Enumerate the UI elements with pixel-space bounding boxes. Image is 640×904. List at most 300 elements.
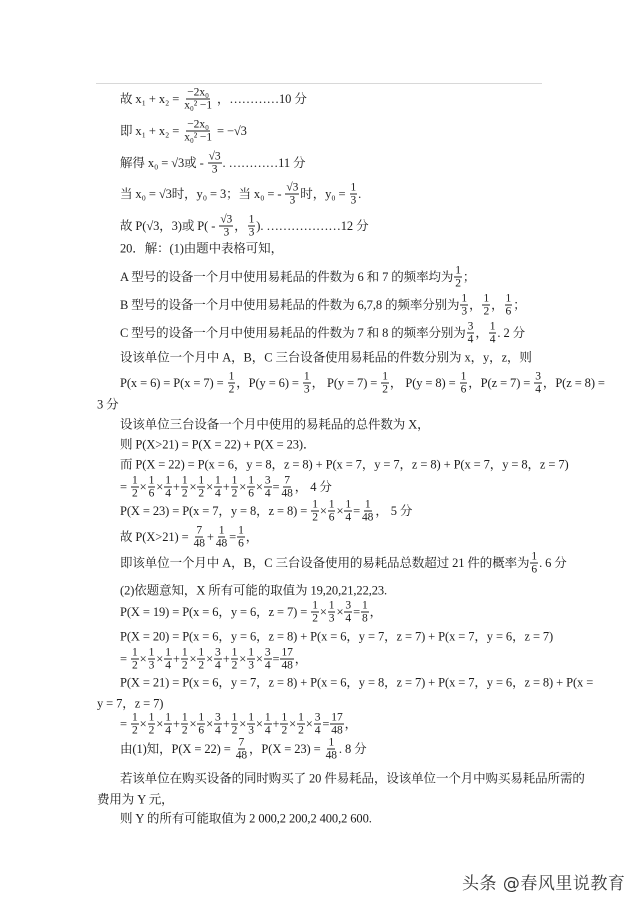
fraction <box>264 475 272 500</box>
fraction <box>361 499 374 524</box>
fraction-numerator: 1 <box>350 181 357 194</box>
fraction-numerator: 1 <box>303 370 310 383</box>
fraction <box>148 647 156 672</box>
fraction-numerator: 1 <box>264 711 271 724</box>
fraction-denominator: 2 <box>231 659 238 672</box>
fraction <box>228 371 236 396</box>
text-segment: × <box>319 504 327 518</box>
fraction-denominator: 2 <box>181 724 188 737</box>
text-segment: ， P(y = 7) = <box>311 376 381 390</box>
fraction <box>328 499 336 524</box>
fraction-numerator: 1 <box>328 498 335 511</box>
fraction-denominator: 4 <box>264 659 271 672</box>
fraction-numerator: 1 <box>231 711 238 724</box>
fraction-denominator: 6 <box>531 563 538 576</box>
fraction <box>183 119 213 144</box>
fraction-denominator: 4 <box>215 724 221 737</box>
fraction-denominator: 3 <box>211 163 218 176</box>
fraction-numerator: 1 <box>248 474 254 487</box>
fraction-denominator: 4 <box>264 724 271 737</box>
fraction-denominator: 2 <box>455 277 461 290</box>
fraction <box>381 371 389 396</box>
fraction <box>297 712 305 737</box>
fraction-numerator: 1 <box>165 711 171 724</box>
fraction <box>231 647 239 672</box>
text-line <box>120 413 430 434</box>
fraction <box>314 712 322 737</box>
fraction <box>231 475 239 500</box>
fraction-numerator: 1 <box>181 646 188 659</box>
fraction-numerator: 1 <box>148 474 155 487</box>
fraction-denominator: 48 <box>325 749 337 762</box>
text-segment: ， <box>491 298 504 312</box>
fraction-denominator: 2 <box>483 305 490 318</box>
fraction <box>197 647 205 672</box>
text-segment: × <box>156 717 164 731</box>
fraction-numerator: 1 <box>489 320 496 333</box>
text-segment: P(x = 6) = P(x = 7) = <box>120 376 227 390</box>
text-segment: × <box>255 717 263 731</box>
fraction <box>131 712 139 737</box>
fraction-denominator: 48 <box>215 537 228 550</box>
fraction-numerator: 1 <box>364 498 371 511</box>
text-segment: ， <box>245 530 259 544</box>
fraction-numerator: 7 <box>238 736 245 749</box>
text-segment: × <box>319 605 327 619</box>
text-segment: × <box>156 652 164 666</box>
fraction-denominator: 6 <box>328 511 335 524</box>
fraction-denominator: 4 <box>165 659 171 672</box>
fraction <box>325 737 338 762</box>
text-segment: × <box>189 717 197 731</box>
fraction <box>164 712 172 737</box>
text-segment: 而 P(X = 22) = P(x = 6，y = 8，z = 8) + P(x = 7，y = 7，z = 8) + P(x = 7，y = 8，z = 7) <box>120 457 569 472</box>
fraction-numerator: 1 <box>248 646 254 659</box>
text-segment: × <box>239 652 247 666</box>
fraction-numerator: 7 <box>196 524 203 537</box>
fraction-denominator: 2 <box>131 487 138 500</box>
fraction-numerator: 1 <box>231 474 238 487</box>
text-line <box>120 371 605 396</box>
fraction-numerator: 3 <box>264 646 271 659</box>
fraction-numerator: 1 <box>165 646 171 659</box>
text-segment: P(X = 21) = P(x = 6，y = 7，z = 8) + P(x = 6，y = 8，z = 7) + P(x = 7，y = 6，z = 8) + P(x = <box>120 675 594 690</box>
text-segment: 3 分 <box>97 397 119 412</box>
text-segment: × <box>336 504 344 518</box>
fraction-numerator: 3 <box>314 711 321 724</box>
fraction-denominator: 2 <box>228 383 235 396</box>
fraction-numerator: 1 <box>198 646 205 659</box>
fraction-numerator: 1 <box>215 474 221 487</box>
fraction-numerator: 1 <box>131 474 138 487</box>
text-segment: ， <box>294 652 308 666</box>
fraction-denominator: 3 <box>461 305 468 318</box>
text-segment: = <box>120 717 130 731</box>
fraction-numerator: 1 <box>328 599 335 612</box>
text-segment: 由(1)知，P(X = 22) = <box>120 742 234 756</box>
fraction-denominator: 4 <box>264 487 271 500</box>
text-segment: × <box>206 717 214 731</box>
fraction-denominator: 3 <box>248 226 255 239</box>
fraction-denominator: 48 <box>331 724 343 737</box>
text-line <box>120 551 567 576</box>
fraction-denominator: 4 <box>345 511 352 524</box>
text-line <box>120 625 553 646</box>
text-line <box>120 647 307 672</box>
fraction-denominator: 4 <box>165 724 171 737</box>
fraction-denominator: 4 <box>489 333 496 346</box>
fraction <box>482 293 490 318</box>
fraction-denominator: 48 <box>362 511 374 524</box>
fraction-denominator: 6 <box>148 487 155 500</box>
fraction <box>264 647 272 672</box>
fraction-numerator: −2x₀ <box>187 86 209 99</box>
fraction-numerator: 1 <box>382 370 388 383</box>
fraction <box>505 293 513 318</box>
fraction <box>460 371 468 396</box>
text-segment: . 2 分 <box>497 326 526 340</box>
text-segment: = <box>120 652 130 666</box>
fraction-denominator: 6 <box>460 383 467 396</box>
text-segment: ， 4 分 <box>294 480 332 494</box>
text-segment: 设该单位三台设备一个月中使用的易耗品的总件数为 X， <box>120 417 430 432</box>
fraction-denominator: 48 <box>193 537 205 550</box>
fraction-denominator: 6 <box>505 305 512 318</box>
fraction-numerator: 1 <box>181 474 188 487</box>
fraction <box>197 475 205 500</box>
fraction-denominator: 3 <box>223 226 230 239</box>
fraction <box>361 600 369 625</box>
text-line <box>97 788 174 809</box>
text-segment: × <box>289 717 297 731</box>
fraction-numerator: 1 <box>238 524 244 537</box>
text-segment: ). ………………12 分 <box>256 219 369 233</box>
fraction-numerator: 1 <box>460 370 467 383</box>
text-line <box>120 712 357 737</box>
fraction-numerator: 1 <box>198 474 205 487</box>
fraction-denominator: 2 <box>131 659 138 672</box>
text-line <box>120 237 283 258</box>
fraction <box>231 712 239 737</box>
fraction-denominator: 2 <box>181 487 188 500</box>
fraction-numerator: 17 <box>331 711 343 724</box>
text-segment: (2)依题意知，X 所有可能的取值为 19,20,21,22,23. <box>120 583 388 598</box>
fraction <box>197 712 205 737</box>
fraction-numerator: 1 <box>148 646 155 659</box>
text-line <box>120 600 382 625</box>
fraction-numerator: 1 <box>312 498 318 511</box>
fraction <box>164 475 172 500</box>
text-segment: 时，y₀ = <box>300 187 349 201</box>
fraction-numerator: 1 <box>483 292 490 305</box>
text-segment: + <box>222 717 230 731</box>
fraction <box>248 214 256 239</box>
text-line <box>120 87 307 112</box>
fraction-numerator: 17 <box>281 646 293 659</box>
fraction-denominator: 8 <box>362 612 368 625</box>
fraction <box>280 712 288 737</box>
fraction-denominator: 6 <box>198 724 205 737</box>
text-segment: ， <box>475 326 488 340</box>
text-segment: = <box>272 652 280 666</box>
text-line <box>120 579 387 600</box>
fraction-numerator: 1 <box>531 550 538 563</box>
fraction <box>214 712 222 737</box>
header-divider <box>96 83 542 84</box>
fraction-numerator: 1 <box>231 646 238 659</box>
fraction-denominator: 2 <box>312 612 318 625</box>
fraction-denominator: 2 <box>131 724 138 737</box>
fraction <box>208 151 222 176</box>
fraction-denominator: 3 <box>148 659 155 672</box>
fraction <box>214 475 222 500</box>
fraction-denominator: 3 <box>303 383 310 396</box>
text-segment: ，P(z = 8) = <box>542 376 605 390</box>
fraction <box>247 475 255 500</box>
fraction <box>344 600 352 625</box>
text-segment: × <box>139 480 147 494</box>
text-segment: 费用为 Y 元， <box>97 792 174 807</box>
text-line <box>97 692 163 713</box>
text-segment: = <box>322 717 330 731</box>
text-segment: × <box>305 717 313 731</box>
text-segment: ，P(X = 23) = <box>249 742 324 756</box>
text-segment: × <box>239 717 247 731</box>
fraction-denominator: 2 <box>312 511 318 524</box>
fraction <box>330 712 343 737</box>
text-segment: P(X = 19) = P(x = 6，y = 6，z = 7) = <box>120 605 311 619</box>
fraction-denominator: 4 <box>165 487 171 500</box>
text-segment: . <box>358 187 362 201</box>
text-segment: 当 x₀ = √3时，y₀ = 3；当 x₀ = - <box>120 187 285 201</box>
text-segment: ， P(y = 8) = <box>389 376 459 390</box>
text-segment: + <box>172 480 180 494</box>
fraction-numerator: 1 <box>131 646 138 659</box>
text-segment: + <box>222 652 230 666</box>
fraction-numerator: 1 <box>455 264 461 277</box>
fraction-denominator: 3 <box>328 612 335 625</box>
text-line <box>120 182 361 207</box>
text-segment: × <box>336 605 344 619</box>
text-segment: = <box>120 480 130 494</box>
fraction-numerator: 3 <box>345 599 352 612</box>
text-segment: ； <box>513 298 526 312</box>
fraction <box>280 475 293 500</box>
text-line <box>120 671 593 692</box>
text-segment: y = 7，z = 7) <box>97 696 164 711</box>
fraction <box>454 265 462 290</box>
text-segment: B 型号的设备一个月中使用易耗品的件数为 6,7,8 的频率分别为 <box>120 298 460 312</box>
fraction-denominator: 2 <box>198 659 205 672</box>
fraction <box>280 647 293 672</box>
fraction-denominator: 3 <box>248 724 254 737</box>
fraction <box>285 182 299 207</box>
text-segment: P(X = 23) = P(x = 7，y = 8，z = 8) = <box>120 504 311 518</box>
text-segment: 故 P(X>21) = <box>120 530 192 544</box>
fraction-denominator: 2 <box>382 383 388 396</box>
text-line <box>120 214 369 239</box>
text-line <box>97 393 119 414</box>
fraction-denominator: 3 <box>350 194 357 207</box>
fraction <box>193 525 206 550</box>
fraction-numerator: 1 <box>165 474 171 487</box>
text-segment: ， <box>344 717 358 731</box>
fraction-numerator: √3 <box>286 181 299 194</box>
text-segment: + <box>206 530 214 544</box>
text-segment: 解得 x₀ = √3或 - <box>120 156 207 170</box>
text-segment: C 型号的设备一个月中使用易耗品的件数为 7 和 8 的频率分别为 <box>120 326 466 340</box>
fraction <box>181 712 189 737</box>
text-segment: + <box>172 717 180 731</box>
fraction <box>219 214 233 239</box>
text-segment: × <box>156 480 164 494</box>
watermark: 头条 @春风里说教育 <box>462 874 626 894</box>
fraction-numerator: 1 <box>248 711 254 724</box>
text-segment: 若该单位在购买设备的同时购买了 20 件易耗品，设该单位一个月中购买易耗品所需的 <box>120 771 585 786</box>
fraction-numerator: 1 <box>345 498 352 511</box>
fraction <box>311 499 319 524</box>
fraction <box>530 551 538 576</box>
text-segment: ， <box>234 219 247 233</box>
fraction-numerator: 1 <box>328 736 335 749</box>
fraction-numerator: 7 <box>284 474 290 487</box>
fraction-denominator: x₀² −1 <box>184 131 212 144</box>
fraction-denominator: 4 <box>215 487 221 500</box>
text-segment: 故 P(√3，3)或 P( - <box>120 219 219 233</box>
fraction <box>181 647 189 672</box>
fraction <box>344 499 352 524</box>
text-segment: × <box>255 652 263 666</box>
text-segment: × <box>139 717 147 731</box>
fraction-numerator: 3 <box>215 711 221 724</box>
text-segment: . …………11 分 <box>222 156 306 170</box>
fraction <box>264 712 272 737</box>
fraction-denominator: 3 <box>248 659 254 672</box>
text-segment: × <box>189 480 197 494</box>
text-segment: ； <box>462 270 476 284</box>
text-line <box>120 346 532 367</box>
fraction-numerator: 3 <box>264 474 271 487</box>
fraction <box>214 647 222 672</box>
fraction-numerator: 1 <box>362 599 368 612</box>
text-line <box>120 151 305 176</box>
text-segment: = <box>272 480 280 494</box>
text-segment: 则 Y 的所有可能取值为 2 000,2 200,2 400,2 600. <box>120 811 372 826</box>
text-segment: P(X = 20) = P(x = 6，y = 6，z = 8) + P(x = 6，y = 7，z = 7) + P(x = 7，y = 6，z = 7) <box>120 629 554 644</box>
fraction-denominator: 48 <box>281 659 293 672</box>
fraction-denominator: 2 <box>231 724 238 737</box>
text-segment: ， 5 分 <box>375 504 413 518</box>
fraction <box>467 321 475 346</box>
text-line <box>120 265 475 290</box>
text-line <box>120 321 525 346</box>
fraction-denominator: 2 <box>298 724 304 737</box>
text-line <box>120 433 315 454</box>
fraction <box>311 600 319 625</box>
text-line <box>120 475 332 500</box>
fraction-denominator: x₀² −1 <box>184 99 212 112</box>
fraction <box>489 321 497 346</box>
text-segment: A 型号的设备一个月中使用易耗品的件数为 6 和 7 的频率均为 <box>120 270 454 284</box>
text-segment: + <box>172 652 180 666</box>
text-segment: × <box>239 480 247 494</box>
text-line <box>120 293 526 318</box>
fraction-numerator: 1 <box>131 711 138 724</box>
text-segment: = <box>353 605 361 619</box>
fraction <box>235 737 248 762</box>
fraction <box>237 525 245 550</box>
fraction <box>181 475 189 500</box>
fraction-numerator: 1 <box>248 213 255 226</box>
text-segment: × <box>139 652 147 666</box>
fraction-denominator: 6 <box>238 537 244 550</box>
text-segment: . 6 分 <box>539 556 567 570</box>
fraction-numerator: 1 <box>198 711 205 724</box>
fraction-denominator: 4 <box>535 383 541 396</box>
text-segment: = −√3 <box>213 124 247 138</box>
fraction <box>534 371 542 396</box>
fraction-numerator: 3 <box>535 370 541 383</box>
text-segment: 即 x₁ + x₂ = <box>120 124 183 138</box>
text-segment: × <box>206 480 214 494</box>
text-segment: 故 x₁ + x₂ = <box>120 92 183 106</box>
text-line <box>120 525 258 550</box>
fraction-numerator: 1 <box>181 711 188 724</box>
text-line <box>120 767 585 788</box>
fraction-numerator: 1 <box>461 292 468 305</box>
fraction <box>183 87 213 112</box>
text-segment: + <box>222 480 230 494</box>
text-segment: ， <box>369 605 383 619</box>
text-segment: 则 P(X>21) = P(X = 22) + P(X = 23)． <box>120 437 316 452</box>
text-line <box>120 499 412 524</box>
fraction <box>303 371 311 396</box>
text-segment: × <box>189 652 197 666</box>
text-line <box>120 453 569 474</box>
fraction-numerator: 1 <box>298 711 304 724</box>
fraction-denominator: 2 <box>181 659 188 672</box>
text-segment: × <box>206 652 214 666</box>
fraction <box>460 293 468 318</box>
text-segment: . 8 分 <box>338 742 367 756</box>
fraction <box>328 600 336 625</box>
text-segment: + <box>272 717 280 731</box>
text-segment: ，P(z = 7) = <box>468 376 534 390</box>
text-segment: ，…………10 分 <box>213 92 307 106</box>
fraction-numerator: 3 <box>215 646 221 659</box>
text-segment: ， <box>469 298 482 312</box>
text-segment: 即该单位一个月中 A，B，C 三台设备使用的易耗品总数超过 21 件的概率为 <box>120 556 530 570</box>
fraction-denominator: 4 <box>345 612 352 625</box>
text-line <box>120 737 367 762</box>
fraction <box>247 712 255 737</box>
fraction-numerator: 1 <box>281 711 288 724</box>
fraction <box>164 647 172 672</box>
fraction-numerator: √3 <box>220 213 233 226</box>
text-line <box>120 119 247 144</box>
fraction-denominator: 4 <box>467 333 474 346</box>
fraction-denominator: 2 <box>231 487 238 500</box>
fraction-numerator: −2x₀ <box>187 118 209 131</box>
fraction-denominator: 3 <box>289 194 296 207</box>
fraction-denominator: 4 <box>215 659 221 672</box>
fraction-denominator: 2 <box>198 487 205 500</box>
fraction-denominator: 2 <box>281 724 288 737</box>
fraction-numerator: 1 <box>228 370 235 383</box>
fraction-denominator: 6 <box>248 487 254 500</box>
fraction <box>247 647 255 672</box>
fraction-numerator: 3 <box>467 320 474 333</box>
